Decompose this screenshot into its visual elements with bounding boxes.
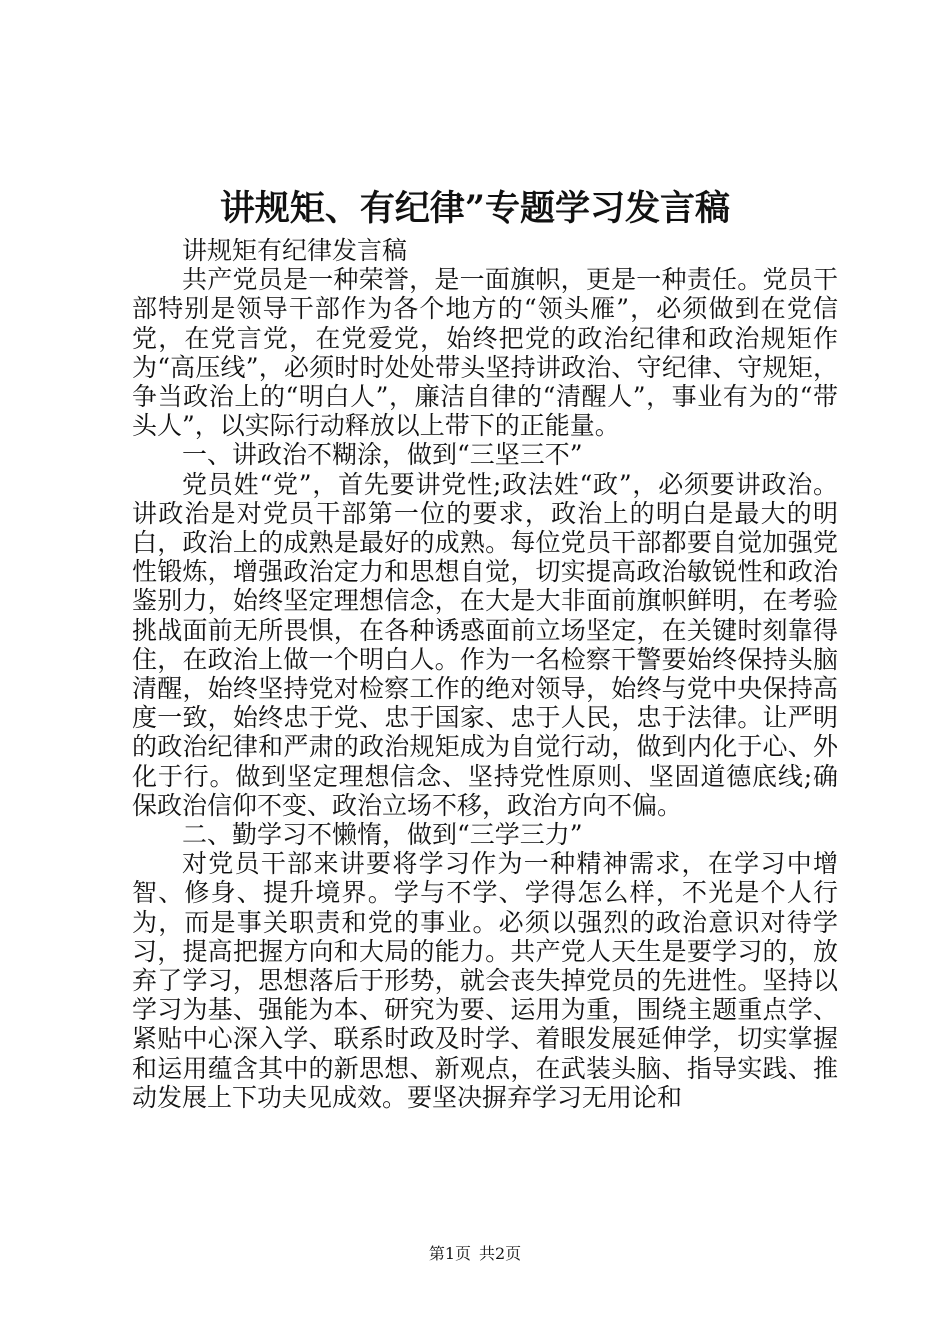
paragraph-section-1: 党员姓“党”，首先要讲党性;政法姓“政”，必须要讲政治。讲政治是对党员干部第一位的要求，政治上的明白是最大的明白，政治上的成熟是最好的成熟。每位党员干部都要自觉加强党性锻炼，增强政治定力和思想自觉，切实提高政治敏锐性和政治鉴别力，始终坚定理想信念，在大是大非面前旗帜鲜明，在考验挑战面前无所畏惧，在各种诱惑面前立场坚定，在关键时刻靠得住，在政治上做一个明白人。作为一名检察干警要始终保持头脑清醒，始终坚持党对检察工作的绝对领导，始终与党中央保持高度一致，始终忠于党、忠于国家、忠于人民，忠于法律。让严明的政治纪律和严肃的政治规矩成为自觉行动，做到内化于心、外化于行。做到坚定理想信念、坚持党性原则、坚固道德底线;确保政治信仰不变、政治立场不移，政治方向不偏。 (132, 469, 838, 820)
section-heading-1: 一、讲政治不糊涂，做到“三坚三不” (182, 440, 583, 470)
paragraph-subtitle: 讲规矩有纪律发言稿 (182, 236, 408, 265)
paragraph-intro: 共产党员是一种荣誉，是一面旗帜，更是一种责任。党员干部特别是领导干部作为各个地方的“领头雁”，必须做到在党信党，在党言党，在党爱党，始终把党的政治纪律和政治规矩作为“高压线”，必须时时处处带头坚持讲政治、守纪律、守规矩，争当政治上的“明白人”，廉洁自律的“清醒人”，事业有为的“带头人”，以实际行动释放以上带下的正能量。 (132, 265, 838, 441)
page-number-current: 第1页 (428, 1244, 471, 1263)
document-body (132, 236, 838, 1112)
section-heading-2: 二、勤学习不懒惰，做到“三学三力” (182, 820, 583, 850)
page-number-total: 共2页 (479, 1244, 522, 1263)
page-footer (0, 1244, 950, 1264)
paragraph-section-2: 对党员干部来讲要将学习作为一种精神需求，在学习中增智、修身、提升境界。学与不学、学得怎么样，不光是个人行为，而是事关职责和党的事业。必须以强烈的政治意识对待学习，提高把握方向和大局的能力。共产党人天生是要学习的，放弃了学习，思想落后于形势，就会丧失掉党员的先进性。坚持以学习为基、强能为本、研究为要、运用为重，围绕主题重点学、紧贴中心深入学、联系时政及时学、着眼发展延伸学，切实掌握和运用蕴含其中的新思想、新观点，在武装头脑、指导实践、推动发展上下功夫见成效。要坚决摒弃学习无用论和 (132, 849, 838, 1112)
document-title: 讲规矩、有纪律”专题学习发言稿 (219, 188, 731, 229)
